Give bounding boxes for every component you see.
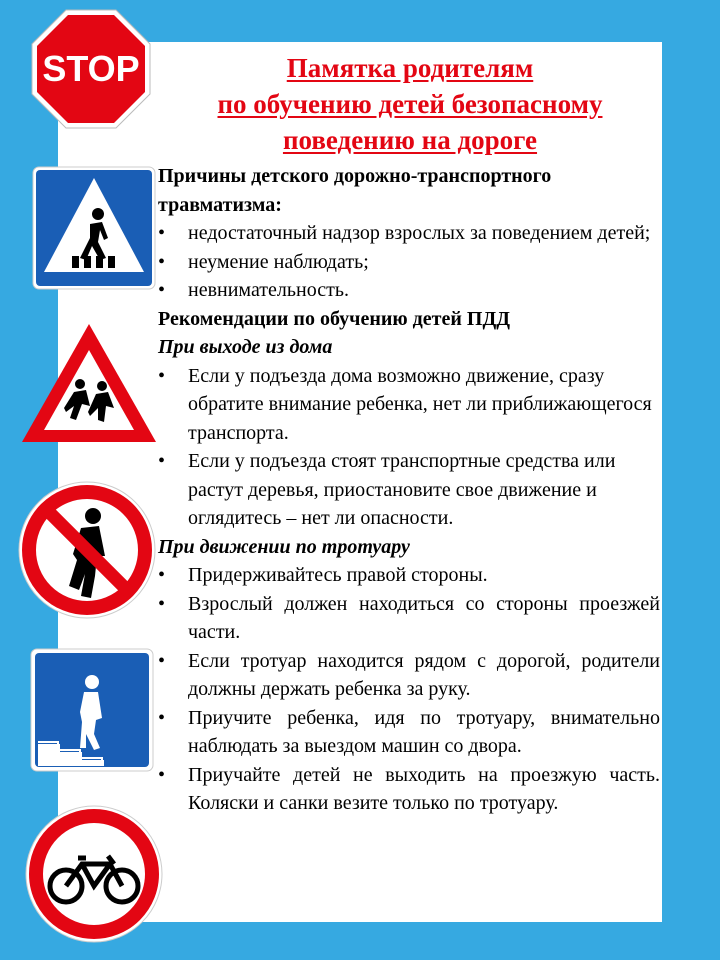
list-item: • Если у подъезда стоят транспортные средства или растут деревья, приостановите свое движение и оглядитесь – нет ли опасности. bbox=[158, 447, 660, 533]
recommendations-heading: Рекомендации по обучению детей ПДД bbox=[158, 307, 510, 330]
pedestrian-crossing-sign-icon bbox=[32, 166, 156, 290]
list-item: • Приучите ребенка, идя по тротуару, внимательно наблюдать за выездом машин со двора. bbox=[158, 704, 660, 761]
no-pedestrians-sign-icon bbox=[17, 480, 157, 620]
pedestrian-underpass-sign-icon bbox=[30, 648, 154, 772]
sidewalk-list bbox=[158, 561, 660, 818]
list-item: • недостаточный надзор взрослых за поведением детей; bbox=[158, 219, 660, 248]
causes-list bbox=[158, 219, 660, 305]
children-warning-sign-icon bbox=[20, 322, 158, 446]
title-line-2: по обучению детей безопасному bbox=[217, 89, 603, 119]
leaving-home-list bbox=[158, 362, 660, 533]
list-item: • неумение наблюдать; bbox=[158, 248, 660, 277]
stop-sign-icon bbox=[30, 8, 152, 130]
memo-content bbox=[158, 162, 660, 818]
list-item: • невнимательность. bbox=[158, 276, 660, 305]
leaving-home-subheading: При выходе из дома bbox=[158, 336, 333, 358]
sidewalk-subheading: При движении по тротуару bbox=[158, 535, 410, 558]
no-bicycles-sign-icon bbox=[24, 804, 164, 944]
list-item: • Взрослый должен находиться со стороны проезжей части. bbox=[158, 590, 660, 647]
page-title bbox=[150, 50, 670, 158]
stop-text: STOP bbox=[42, 48, 140, 89]
list-item: • Если тротуар находится рядом с дорогой, родители должны держать ребенка за руку. bbox=[158, 647, 660, 704]
title-line-1: Памятка родителям bbox=[286, 53, 534, 83]
list-item: • Придерживайтесь правой стороны. bbox=[158, 561, 660, 590]
list-item: • Приучайте детей не выходить на проезжую часть. Коляски и санки везите только по тротуару. bbox=[158, 761, 660, 818]
list-item: • Если у подъезда дома возможно движение, сразу обратите внимание ребенка, нет ли приближающегося транспорта. bbox=[158, 362, 660, 448]
title-line-3: поведению на дороге bbox=[282, 125, 538, 155]
causes-heading: Причины детского дорожно-транспортного травматизма: bbox=[158, 165, 552, 216]
